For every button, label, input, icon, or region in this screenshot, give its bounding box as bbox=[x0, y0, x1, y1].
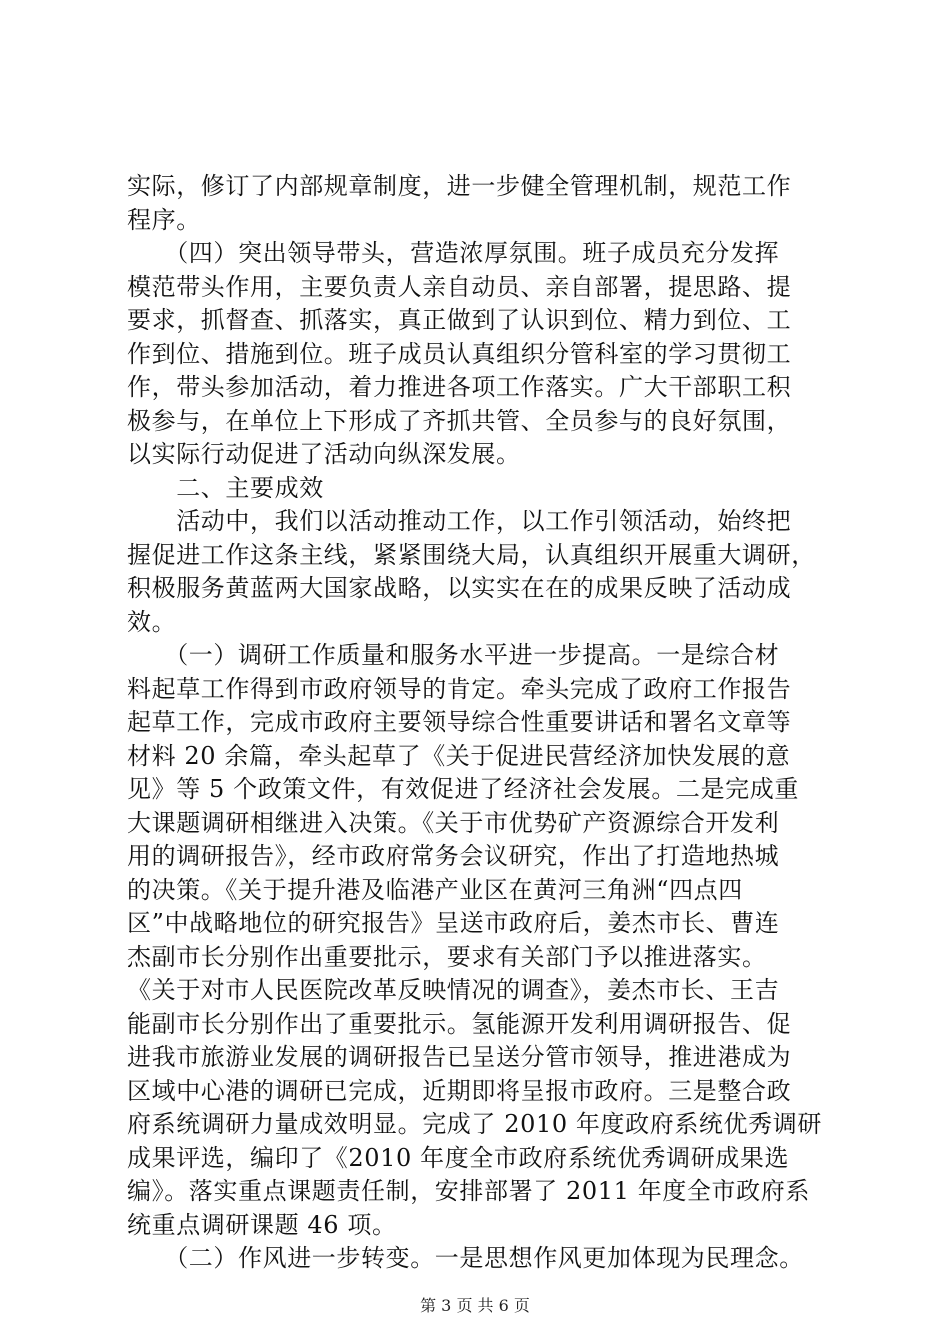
text-line: 效。 bbox=[127, 607, 177, 636]
text-line: 起草工作，完成市政府主要领导综合性重要讲话和署名文章等 bbox=[127, 708, 792, 736]
text-line: 要求，抓督查、抓落实，真正做到了认识到位、精力到位、工 bbox=[127, 306, 792, 334]
text-line: 进我市旅游业发展的调研报告已呈送分管市领导，推进港成为 bbox=[127, 1043, 792, 1071]
text-line: 编》。落实重点课题责任制，安排部署了 2011 年度全市政府系 bbox=[127, 1177, 810, 1205]
text-line: 材料 20 余篇，牵头起草了《关于促进民营经济加快发展的意 bbox=[127, 741, 791, 770]
text-line: 用的调研报告》，经市政府常务会议研究，作出了打造地热城 bbox=[127, 842, 780, 870]
document-body bbox=[127, 170, 833, 1276]
text-line: 府系统调研力量成效明显。完成了 2010 年度政府系统优秀调研 bbox=[127, 1110, 822, 1138]
text-line: （四）突出领导带头，营造浓厚氛围。班子成员充分发挥 bbox=[127, 239, 780, 267]
text-line: 料起草工作得到市政府领导的肯定。牵头完成了政府工作报告 bbox=[127, 674, 792, 703]
section-heading: 二、主要成效 bbox=[127, 473, 324, 502]
text-line: 作到位、措施到位。班子成员认真组织分管科室的学习贯彻工 bbox=[127, 339, 792, 368]
text-line: 作，带头参加活动，着力推进各项工作落实。广大干部职工积 bbox=[127, 373, 792, 401]
text-line: （一）调研工作质量和服务水平进一步提高。一是综合材 bbox=[127, 641, 780, 669]
text-line: 能副市长分别作出了重要批示。氢能源开发利用调研报告、促 bbox=[127, 1009, 792, 1038]
text-line: 活动中，我们以活动推动工作，以工作引领活动，始终把 bbox=[127, 507, 792, 535]
text-line: （二）作风进一步转变。一是思想作风更加体现为民理念。 bbox=[127, 1244, 804, 1272]
text-line: 见》等 5 个政策文件，有效促进了经济社会发展。二是完成重 bbox=[127, 775, 799, 803]
text-line: 成果评选，编印了《2010 年度全市政府系统优秀调研成果选 bbox=[127, 1143, 790, 1172]
text-line: 杰副市长分别作出重要批示，要求有关部门予以推进落实。 bbox=[127, 942, 767, 971]
text-line: 极参与，在单位上下形成了齐抓共管、全员参与的良好氛围， bbox=[127, 406, 792, 435]
text-line: 统重点调研课题 46 项。 bbox=[127, 1210, 397, 1239]
text-line: 程序。 bbox=[127, 205, 201, 234]
text-line: 大课题调研相继进入决策。《关于市优势矿产资源综合开发利 bbox=[127, 808, 780, 837]
text-line: 区”中战略地位的研究报告》呈送市政府后，姜杰市长、曹连 bbox=[127, 909, 780, 937]
text-line: 区域中心港的调研已完成，近期即将呈报市政府。三是整合政 bbox=[127, 1076, 792, 1105]
text-line: 实际，修订了内部规章制度，进一步健全管理机制，规范工作 bbox=[127, 172, 792, 200]
text-line: 《关于对市人民医院改革反映情况的调查》，姜杰市长、王吉 bbox=[127, 976, 780, 1004]
text-line: 积极服务黄蓝两大国家战略，以实实在在的成果反映了活动成 bbox=[127, 574, 792, 602]
text-line: 的决策。《关于提升港及临港产业区在黄河三角洲“四点四 bbox=[127, 875, 743, 904]
text-line: 握促进工作这条主线，紧紧围绕大局，认真组织开展重大调研， bbox=[127, 540, 816, 569]
text-line: 模范带头作用，主要负责人亲自动员、亲自部署，提思路、提 bbox=[127, 272, 792, 301]
text-line: 以实际行动促进了活动向纵深发展。 bbox=[127, 440, 521, 468]
page-number-footer: 第 3 页 共 6 页 bbox=[420, 1296, 530, 1315]
